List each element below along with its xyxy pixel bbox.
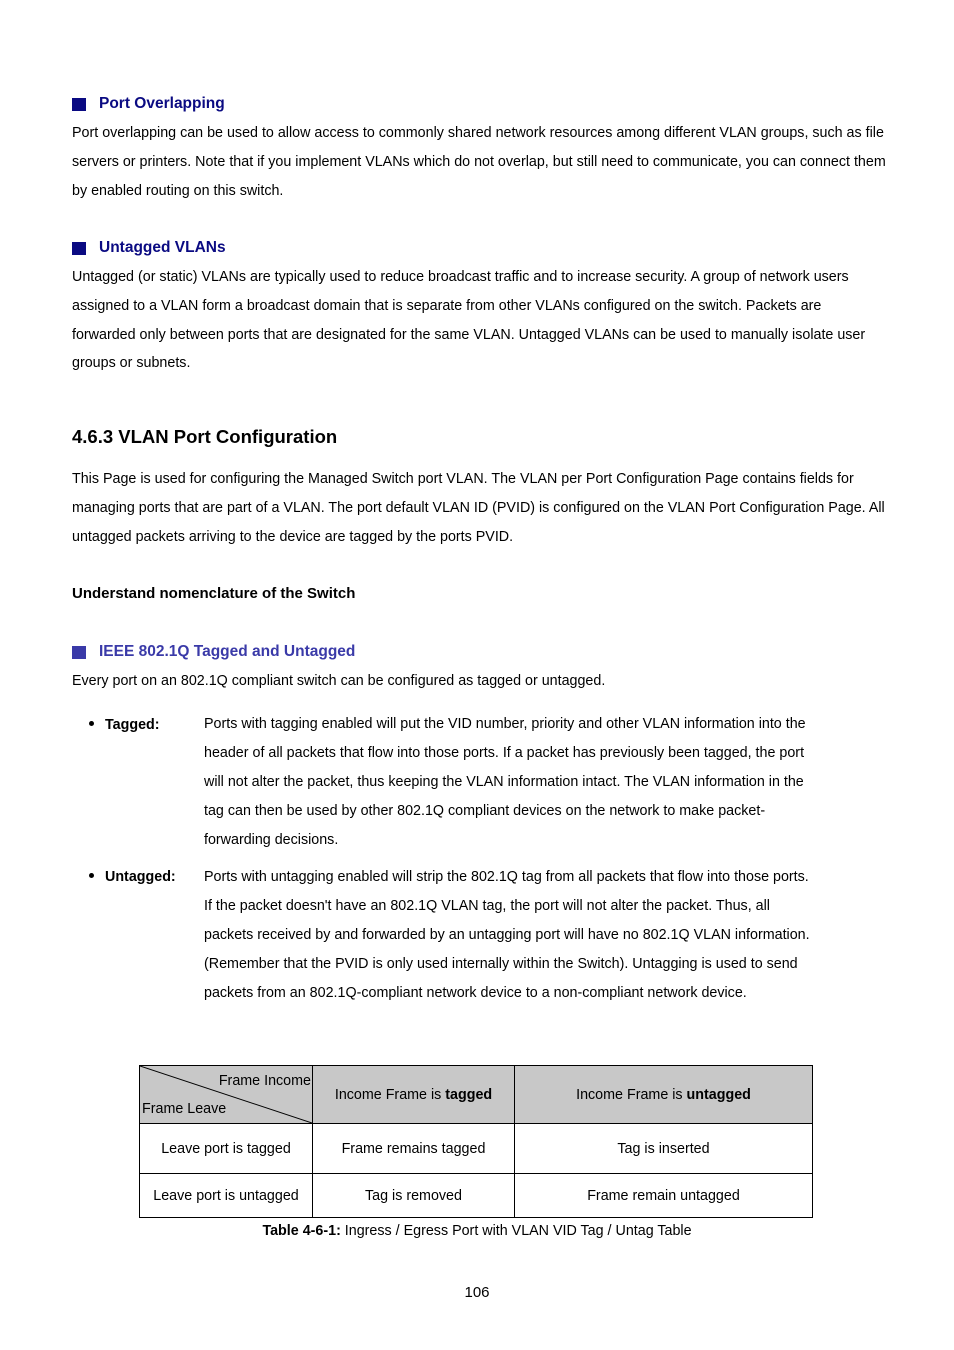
bullet-tagged-desc: Ports with tagging enabled will put the VID number, priority and other VLAN information into the header of all packets that flow into those ports. If a packet has previously been tagged, the port will not alter the packet, thus keeping the VLAN information intact. The VLAN information in the tag can then be used by other 802.1Q compliant devices on the network to make packet-forwarding decisions.: [204, 716, 806, 848]
ieee-title: IEEE 802.1Q Tagged and Untagged: [99, 643, 356, 660]
table-cell: Frame remain untagged: [515, 1174, 813, 1218]
header-income-tagged: Income Frame is tagged: [313, 1066, 515, 1124]
untagged-vlans-heading: [72, 239, 226, 257]
table-caption: [0, 1223, 954, 1239]
table-row: [140, 1124, 813, 1174]
untagged-vlans-title: Untagged VLANs: [99, 239, 226, 256]
port-overlapping-body: Port overlapping can be used to allow access to commonly shared network resources among different VLAN groups, such as file servers or printers. Note that if you implement VLANs which do not overlap, but still need to communicate, you can connect them by enabled routing on this switch.: [72, 125, 886, 199]
bullet-dot-icon: [89, 873, 94, 878]
bullet-tagged-term: Tagged:: [89, 717, 160, 733]
square-bullet-icon: [72, 646, 86, 659]
header-income-untagged: Income Frame is untagged: [515, 1066, 813, 1124]
bullet-untagged-term: Untagged:: [89, 869, 176, 885]
section-intro: This Page is used for configuring the Managed Switch port VLAN. The VLAN per Port Configuration Page contains fields for managing ports that are part of a VLAN. The port default VLAN ID (PVID) is configured on the VLAN Port Configuration Page. All untagged packets arriving to the device are tagged by the ports PVID.: [72, 471, 885, 545]
untagged-vlans-body: Untagged (or static) VLANs are typically used to reduce broadcast traffic and to increase security. A group of network users assigned to a VLAN form a broadcast domain that is separate from other VLANs configured on the switch. Packets are forwarded only between ports that are designated for the same VLAN. Untagged VLANs can be used to manually isolate user groups or subnets.: [72, 269, 866, 372]
page-number: 106: [464, 1284, 490, 1301]
ieee-heading: [72, 643, 355, 661]
corner-frame-leave: Frame Leave: [142, 1101, 227, 1117]
bullet-dot-icon: [89, 721, 94, 726]
port-overlapping-heading: [72, 95, 225, 113]
caption-text: Ingress / Egress Port with VLAN VID Tag / Untag Table: [340, 1223, 692, 1239]
table-corner-cell: [140, 1066, 313, 1124]
caption-label: Table 4-6-1:: [262, 1223, 341, 1239]
ieee-body: Every port on an 802.1Q compliant switch can be configured as tagged or untagged.: [72, 673, 606, 689]
table-cell: Leave port is tagged: [140, 1124, 313, 1174]
nomenclature-title: Understand nomenclature of the Switch: [72, 585, 356, 602]
table-cell: Frame remains tagged: [313, 1124, 515, 1174]
square-bullet-icon: [72, 98, 86, 111]
table-header-row: [140, 1066, 813, 1124]
table-cell: Leave port is untagged: [140, 1174, 313, 1218]
port-overlapping-title: Port Overlapping: [99, 95, 225, 112]
square-bullet-icon: [72, 242, 86, 255]
vlan-tag-table: [139, 1065, 813, 1218]
table-row: [140, 1174, 813, 1218]
bullet-untagged-desc: Ports with untagging enabled will strip the 802.1Q tag from all packets that flow into those ports. If the packet doesn't have an 802.1Q VLAN tag, the port will not alter the packet. Thus, all packets received by and forwarded by an untagging port will have no 802.1Q VLAN information. (Remember that the PVID is only used internally within the Switch). Untagging is used to send packets from an 802.1Q-compliant network device to a non-compliant network device.: [204, 869, 810, 1001]
section-title: 4.6.3 VLAN Port Configuration: [72, 426, 338, 447]
corner-frame-income: Frame Income: [218, 1073, 311, 1089]
table-cell: Tag is removed: [313, 1174, 515, 1218]
table-cell: Tag is inserted: [515, 1124, 813, 1174]
